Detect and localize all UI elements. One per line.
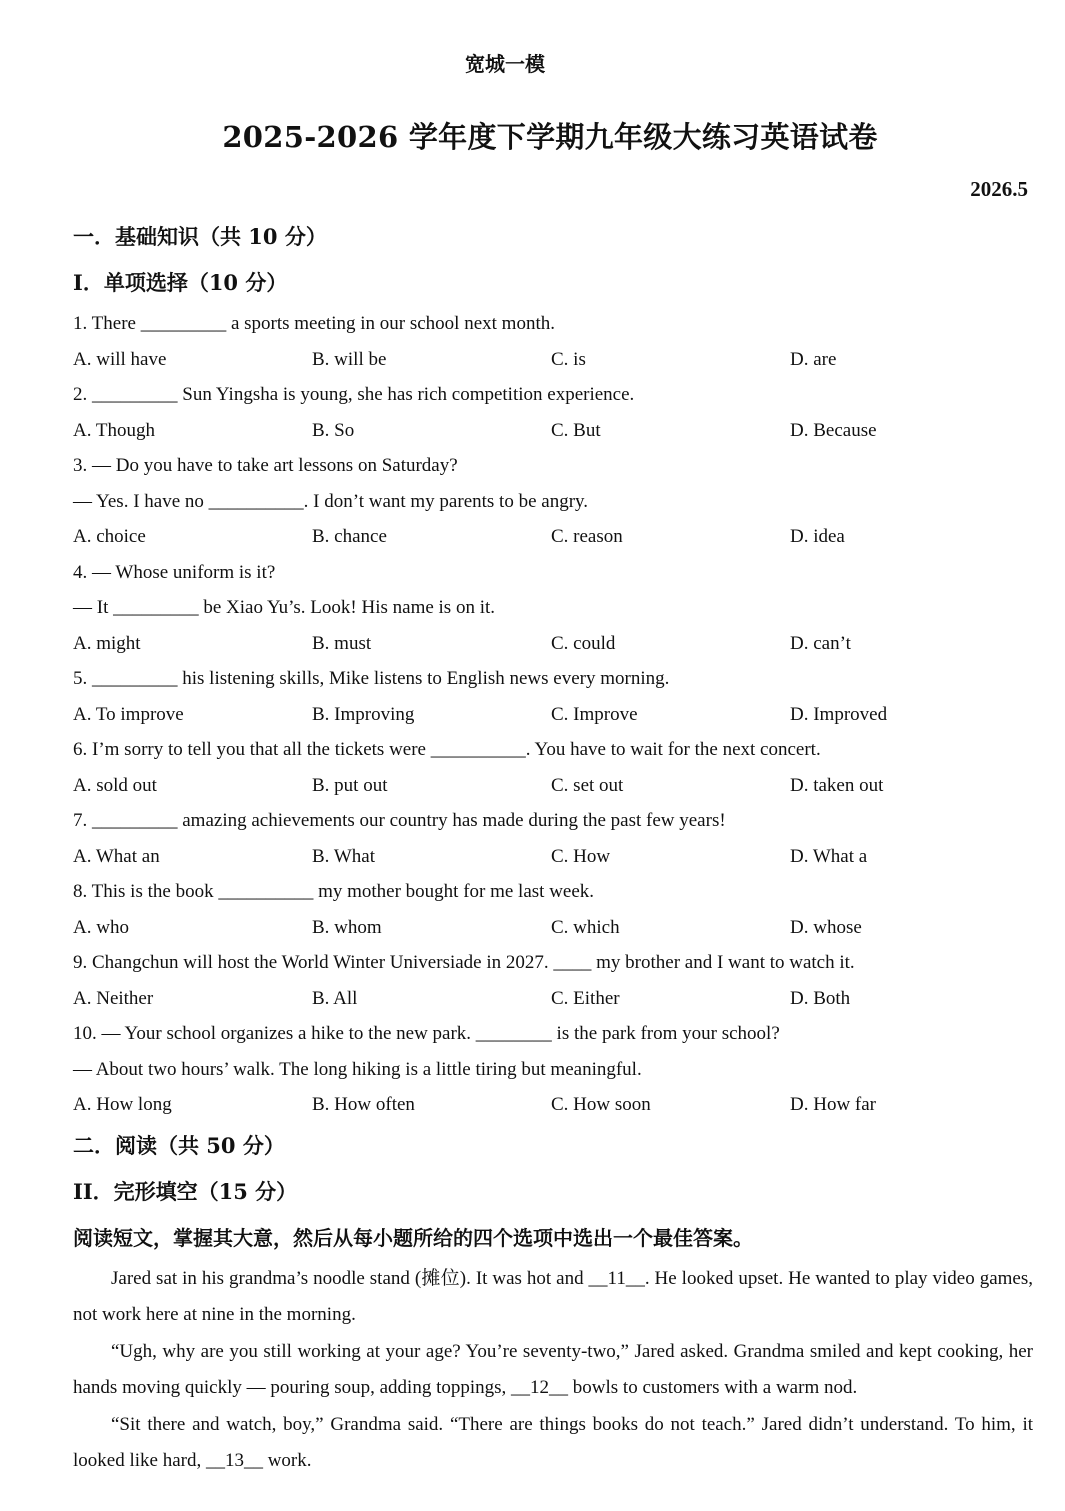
question-10-options (73, 1087, 1033, 1123)
option-c: C. could (551, 632, 616, 654)
passage-paragraph: Jared sat in his grandma’s noodle stand (摊位). It was hot and __11__. He looked upset. He wanted to play video games, not work here at nine in the morning. (73, 1267, 1033, 1325)
question-6-stem: 6. I’m sorry to tell you that all the tickets were __________. You have to wait for the next concert. (73, 739, 821, 760)
option-a: A. choice (73, 526, 146, 547)
option-b: B. must (312, 632, 372, 654)
question-5-stem: 5. _________ his listening skills, Mike listens to English news every morning. (73, 668, 670, 689)
part1-subheading: I．单项选择（10 分） (73, 270, 288, 295)
question-4-stem: 4. — Whose uniform is it? (73, 561, 276, 583)
part2-subheading: II．完形填空（15 分） (73, 1178, 298, 1204)
question-2-options (73, 413, 1033, 449)
option-b: B. whom (312, 916, 382, 938)
option-d: D. are (790, 348, 837, 370)
question-2-stem: 2. _________ Sun Yingsha is young, she has rich competition experience. (73, 384, 635, 405)
option-c: C. How soon (551, 1094, 651, 1115)
option-c: C. How (551, 845, 611, 867)
question-9-stem: 9. Changchun will host the World Winter Universiade in 2027. ____ my brother and I want to watch it. (73, 952, 855, 973)
option-a: A. To improve (73, 703, 184, 725)
option-a: A. might (73, 632, 141, 654)
passage-paragraph: “Sit there and watch, boy,” Grandma said. “There are things books do not teach.” Jared didn’t understand. To him, it looked like hard, __13__ work. (73, 1413, 1033, 1471)
question-3-options (73, 519, 1033, 555)
option-b: B. will be (312, 348, 387, 370)
option-d: D. Both (790, 987, 851, 1009)
option-c: C. which (551, 916, 620, 938)
option-a: A. How long (73, 1094, 172, 1115)
part2-heading: 二．阅读（共 50 分） (73, 1132, 285, 1158)
exam-date: 2026.5 (970, 177, 1028, 201)
exam-title: 2025-2026 学年度下学期九年级大练习英语试卷 (222, 120, 878, 154)
question-1-stem: 1. There _________ a sports meeting in our school next month. (73, 313, 555, 334)
question-3-stem: 3. — Do you have to take art lessons on Saturday? (73, 455, 458, 476)
question-8-options (73, 910, 1033, 946)
option-a: A. Neither (73, 987, 154, 1009)
question-5-options (73, 697, 1033, 733)
option-d: D. idea (790, 526, 845, 547)
option-c: C. reason (551, 526, 623, 547)
option-c: C. But (551, 419, 601, 441)
question-4-stem-2: — It _________ be Xiao Yu’s. Look! His name is on it. (73, 597, 496, 618)
exam-source-title: 宽城一模 (465, 52, 545, 76)
option-b: B. Improving (312, 703, 415, 725)
option-d: D. What a (790, 845, 868, 867)
option-a: A. sold out (73, 774, 157, 796)
option-a: A. who (73, 916, 129, 938)
exam-content (73, 214, 1033, 1480)
option-b: B. All (312, 987, 358, 1009)
question-3-stem-2: — Yes. I have no __________. I don’t want my parents to be angry. (73, 490, 589, 512)
option-b: B. So (312, 419, 355, 441)
option-c: C. is (551, 348, 586, 370)
question-8-stem: 8. This is the book __________ my mother bought for me last week. (73, 881, 595, 902)
option-c: C. Improve (551, 703, 638, 725)
option-c: C. set out (551, 774, 624, 796)
cloze-passage (73, 1261, 1033, 1480)
option-a: A. Though (73, 419, 155, 441)
option-b: B. How often (312, 1094, 415, 1115)
question-7-options (73, 839, 1033, 875)
part1-heading: 一．基础知识（共 10 分） (73, 224, 327, 249)
question-9-options (73, 981, 1033, 1017)
option-b: B. What (312, 845, 375, 867)
passage-paragraph: “Ugh, why are you still working at your age? You’re seventy-two,” Jared asked. Grandma smiled and kept cooking, her hands moving quickly — pouring soup, adding toppings, __12__ bowls to customers with a warm nod. (73, 1340, 1033, 1398)
option-b: B. chance (312, 526, 387, 547)
question-10-stem-2: — About two hours’ walk. The long hiking is a little tiring but meaningful. (73, 1058, 642, 1080)
option-d: D. can’t (790, 632, 851, 654)
question-10-stem: 10. — Your school organizes a hike to the new park. ________ is the park from your school? (73, 1023, 780, 1044)
question-4-options (73, 626, 1033, 662)
question-6-options (73, 768, 1033, 804)
cloze-instruction: 阅读短文，掌握其大意，然后从每小题所给的四个选项中选出一个最佳答案。 (73, 1225, 753, 1250)
option-d: D. Improved (790, 703, 888, 725)
question-1-options (73, 342, 1033, 378)
option-c: C. Either (551, 987, 620, 1009)
option-d: D. How far (790, 1094, 877, 1115)
option-b: B. put out (312, 774, 388, 796)
option-a: A. will have (73, 348, 167, 370)
option-a: A. What an (73, 845, 160, 867)
option-d: D. whose (790, 916, 862, 938)
option-d: D. Because (790, 419, 877, 441)
option-d: D. taken out (790, 774, 884, 796)
question-7-stem: 7. _________ amazing achievements our country has made during the past few years! (73, 810, 726, 831)
